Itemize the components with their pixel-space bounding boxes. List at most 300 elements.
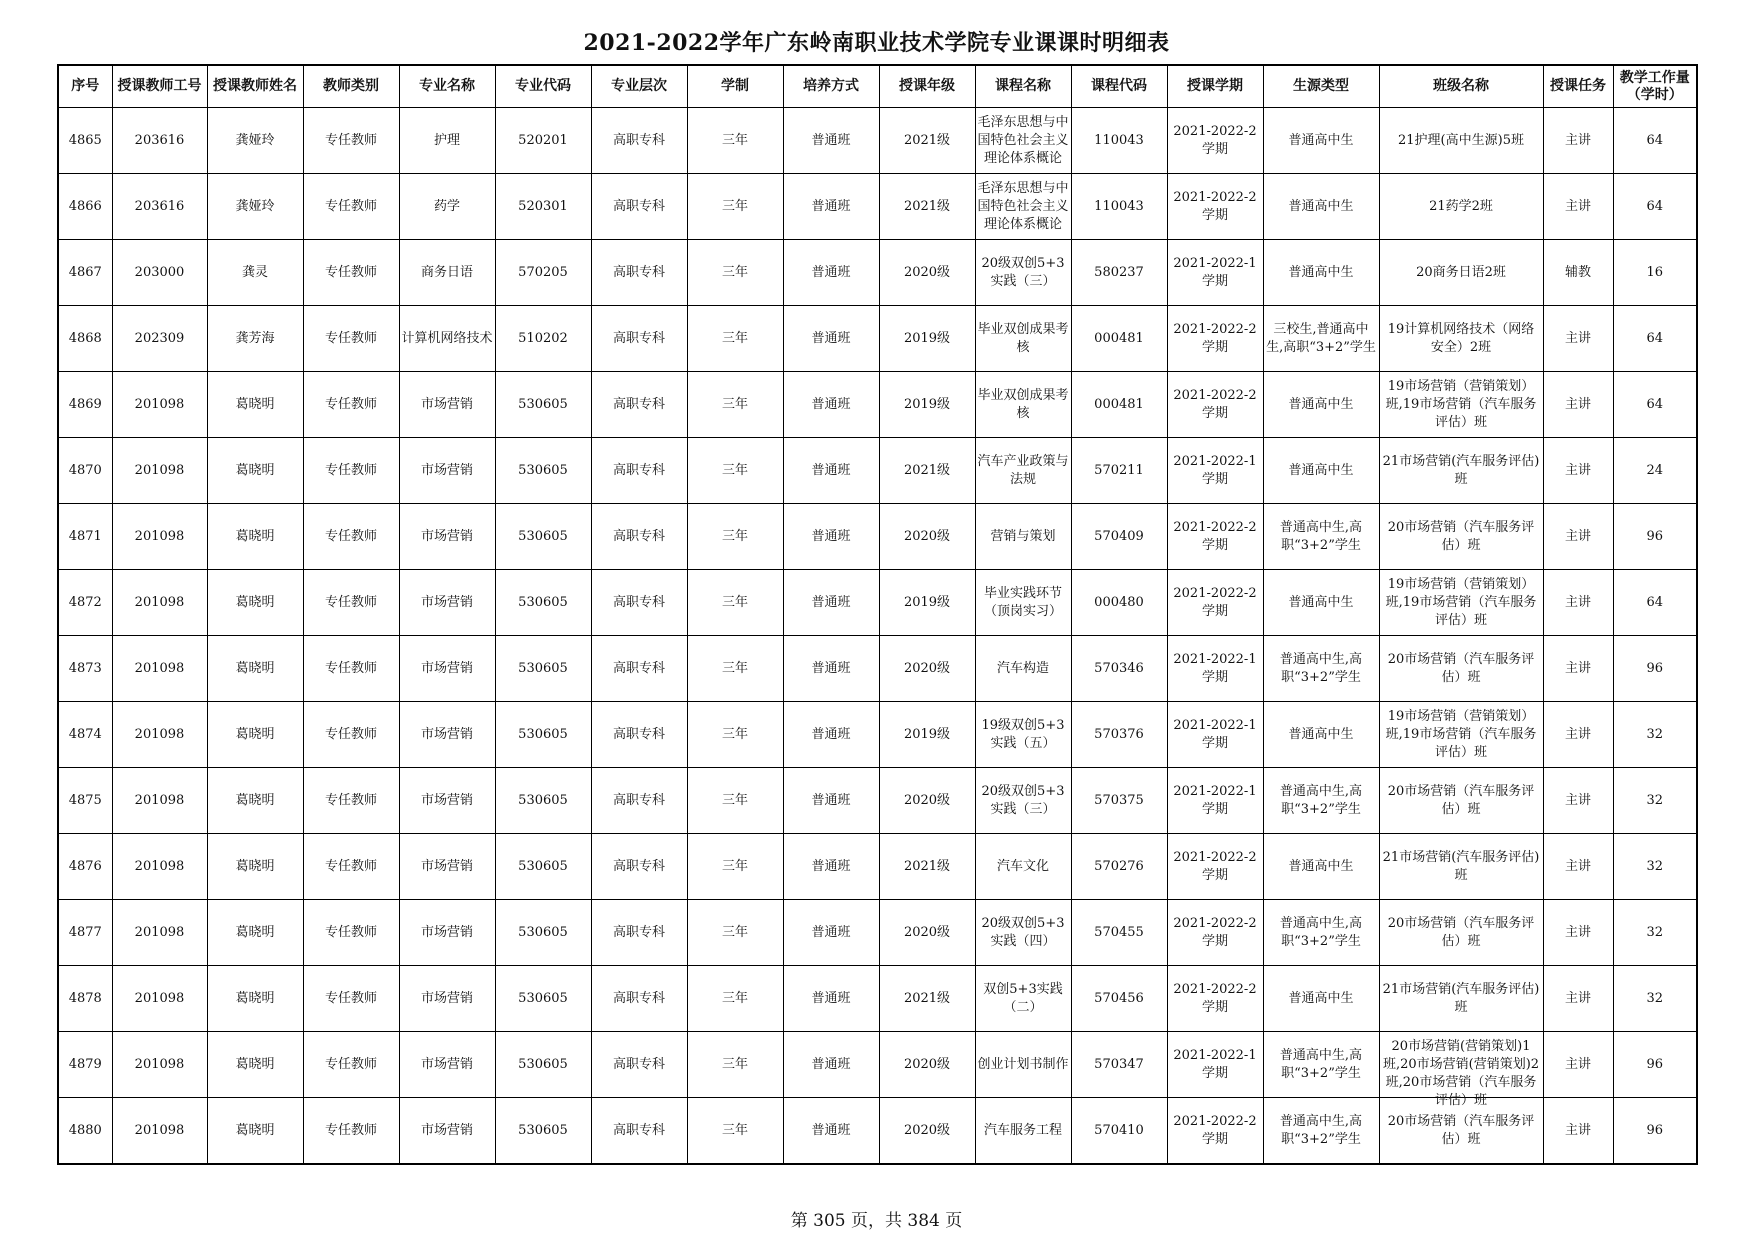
table-cell: [1613, 108, 1697, 174]
table-cell: [879, 1032, 975, 1098]
cell-text: 普通班: [811, 726, 851, 742]
cell-text: 2021-2022-1学期: [1173, 1047, 1257, 1081]
table-cell: [687, 1032, 783, 1098]
table-cell: [879, 768, 975, 834]
table-cell: [58, 108, 112, 174]
cell-text: 葛晓明: [235, 990, 275, 1006]
cell-text: 4874: [68, 726, 102, 742]
cell-text: 普通高中生: [1288, 198, 1354, 214]
cell-text: 64: [1646, 132, 1664, 148]
cell-text: 普通高中生,高职“3+2”学生: [1279, 783, 1363, 817]
table-cell: [591, 306, 687, 372]
cell-text: 高职专科: [612, 330, 665, 346]
cell-text: 高职专科: [612, 264, 665, 280]
cell-text: 2021-2022-1学期: [1173, 783, 1257, 817]
cell-text: 普通高中生,高职“3+2”学生: [1279, 1047, 1363, 1081]
cell-text: 203616: [134, 132, 185, 148]
table-cell: [1071, 900, 1167, 966]
table-cell: [1379, 768, 1543, 834]
cell-text: 市场营销: [420, 858, 473, 874]
table-cell: [1263, 834, 1379, 900]
table-cell: [112, 966, 207, 1032]
cell-text: 19市场营销（营销策划）班,19市场营销（汽车服务评估）班: [1385, 378, 1537, 430]
cell-text: 高职专科: [612, 198, 665, 214]
cell-text: 高职专科: [612, 792, 665, 808]
table-cell: [303, 900, 399, 966]
cell-text: 普通班: [811, 660, 851, 676]
table-cell: [399, 636, 495, 702]
table-cell: [1543, 768, 1613, 834]
table-cell: [303, 636, 399, 702]
cell-text: 32: [1646, 990, 1664, 1006]
table-cell: [58, 636, 112, 702]
table-cell: [783, 372, 879, 438]
table-cell: [1379, 570, 1543, 636]
table-cell: [879, 966, 975, 1032]
cell-text: 普通高中生: [1288, 264, 1354, 280]
cell-text: 19市场营销（营销策划）班,19市场营销（汽车服务评估）班: [1385, 708, 1537, 760]
cell-text: 三年: [721, 528, 748, 544]
cell-text: 普通高中生: [1288, 594, 1354, 610]
cell-text: 三年: [721, 330, 748, 346]
cell-text: 葛晓明: [235, 462, 275, 478]
cell-text: 市场营销: [420, 924, 473, 940]
cell-text: 570211: [1094, 462, 1144, 478]
cell-text: 570409: [1094, 528, 1144, 544]
table-cell: [1263, 438, 1379, 504]
table-cell: [975, 1098, 1071, 1165]
table-row: [58, 702, 1697, 768]
cell-text: 三年: [721, 858, 748, 874]
table-cell: [975, 108, 1071, 174]
cell-text: 普通班: [811, 528, 851, 544]
cell-text: 普通班: [811, 924, 851, 940]
cell-text: 4868: [68, 330, 102, 346]
cell-text: 2021-2022-1学期: [1173, 651, 1257, 685]
table-cell: [112, 240, 207, 306]
table-cell: [303, 1098, 399, 1165]
cell-text: 三年: [721, 726, 748, 742]
column-header: 专业层次: [591, 65, 687, 108]
cell-text: 2021-2022-1学期: [1173, 255, 1257, 289]
table-cell: [687, 702, 783, 768]
table-cell: [879, 174, 975, 240]
table-cell: [1071, 1098, 1167, 1165]
table-cell: [783, 900, 879, 966]
cell-text: 普通高中生,高职“3+2”学生: [1279, 1113, 1363, 1147]
table-cell: [783, 504, 879, 570]
column-header: 授课教师姓名: [207, 65, 303, 108]
table-cell: [207, 438, 303, 504]
table-cell: [975, 306, 1071, 372]
cell-text: 汽车构造: [996, 660, 1049, 676]
cell-text: 201098: [134, 726, 185, 742]
table-cell: [687, 372, 783, 438]
table-cell: [207, 306, 303, 372]
table-cell: [879, 636, 975, 702]
cell-text: 000481: [1094, 396, 1144, 412]
cell-text: 4875: [68, 792, 102, 808]
cell-text: 530605: [518, 726, 568, 742]
table-cell: [399, 768, 495, 834]
cell-text: 药学: [433, 198, 460, 214]
column-header: 班级名称: [1379, 65, 1543, 108]
cell-text: 市场营销: [420, 594, 473, 610]
cell-text: 21药学2班: [1429, 198, 1493, 214]
cell-text: 4880: [68, 1122, 102, 1138]
table-cell: [1379, 966, 1543, 1032]
cell-text: 三年: [721, 462, 748, 478]
table-cell: [687, 768, 783, 834]
table-cell: [687, 504, 783, 570]
table-cell: [1613, 966, 1697, 1032]
table-cell: [687, 174, 783, 240]
table-cell: [112, 1032, 207, 1098]
cell-text: 4878: [68, 990, 102, 1006]
table-cell: [1543, 108, 1613, 174]
table-cell: [1167, 702, 1263, 768]
table-cell: [303, 504, 399, 570]
cell-text: 32: [1646, 792, 1664, 808]
cell-text: 530605: [518, 858, 568, 874]
table-cell: [58, 504, 112, 570]
cell-text: 普通高中生: [1288, 726, 1354, 742]
table-cell: [1071, 1032, 1167, 1098]
table-cell: [783, 1098, 879, 1165]
table-cell: [1379, 1032, 1543, 1108]
cell-text: 510202: [518, 330, 568, 346]
table-cell: [399, 306, 495, 372]
cell-text: 专任教师: [324, 792, 377, 808]
cell-text: 普通高中生: [1288, 132, 1354, 148]
table-cell: [1071, 306, 1167, 372]
cell-text: 高职专科: [612, 396, 665, 412]
cell-text: 主讲: [1564, 726, 1591, 742]
table-cell: [207, 372, 303, 438]
cell-text: 520301: [518, 198, 568, 214]
table-cell: [783, 174, 879, 240]
cell-text: 32: [1646, 858, 1664, 874]
cell-text: 主讲: [1564, 1056, 1591, 1072]
cell-text: 汽车服务工程: [983, 1122, 1062, 1138]
table-cell: [495, 1098, 591, 1165]
cell-text: 530605: [518, 396, 568, 412]
cell-text: 570276: [1094, 858, 1144, 874]
table-cell: [495, 372, 591, 438]
table-cell: [591, 174, 687, 240]
cell-text: 葛晓明: [235, 594, 275, 610]
table-cell: [112, 834, 207, 900]
table-body: [58, 108, 1697, 1165]
table-cell: [1613, 1098, 1697, 1165]
cell-text: 市场营销: [420, 726, 473, 742]
cell-text: 龚娅玲: [235, 132, 275, 148]
table-cell: [1379, 834, 1543, 900]
cell-text: 201098: [134, 990, 185, 1006]
table-cell: [783, 834, 879, 900]
cell-text: 530605: [518, 1122, 568, 1138]
cell-text: 2020级: [903, 1056, 951, 1072]
table-cell: [112, 372, 207, 438]
cell-text: 201098: [134, 1056, 185, 1072]
cell-text: 2019级: [903, 726, 951, 742]
cell-text: 三年: [721, 1056, 748, 1072]
cell-text: 16: [1646, 264, 1664, 280]
table-cell: [207, 834, 303, 900]
table-cell: [207, 504, 303, 570]
table-cell: [783, 1032, 879, 1098]
cell-text: 000481: [1094, 330, 1144, 346]
cell-text: 普通高中生,高职“3+2”学生: [1279, 915, 1363, 949]
table-cell: [495, 900, 591, 966]
table-cell: [1379, 702, 1543, 768]
cell-text: 20级双创5+3实践（三）: [981, 783, 1065, 817]
cell-text: 市场营销: [420, 792, 473, 808]
cell-text: 2021-2022-1学期: [1173, 453, 1257, 487]
cell-text: 高职专科: [612, 1056, 665, 1072]
cell-text: 201098: [134, 924, 185, 940]
table-cell: [1167, 966, 1263, 1032]
cell-text: 32: [1646, 726, 1664, 742]
cell-text: 19级双创5+3实践（五）: [981, 717, 1065, 751]
cell-text: 普通高中生,高职“3+2”学生: [1279, 519, 1363, 553]
table-cell: [687, 438, 783, 504]
table-cell: [1543, 1032, 1613, 1098]
cell-text: 2021-2022-2学期: [1173, 981, 1257, 1015]
table-cell: [1071, 240, 1167, 306]
table-row: [58, 372, 1697, 438]
cell-text: 21市场营销(汽车服务评估)班: [1382, 849, 1540, 883]
table-cell: [399, 174, 495, 240]
table-cell: [975, 768, 1071, 834]
table-row: [58, 1032, 1697, 1098]
cell-text: 创业计划书制作: [977, 1056, 1069, 1072]
cell-text: 201098: [134, 462, 185, 478]
table-cell: [112, 570, 207, 636]
table-cell: [591, 570, 687, 636]
cell-text: 20商务日语2班: [1416, 264, 1506, 280]
table-cell: [1071, 768, 1167, 834]
table-cell: [303, 438, 399, 504]
cell-text: 201098: [134, 396, 185, 412]
cell-text: 专任教师: [324, 330, 377, 346]
table-cell: [879, 438, 975, 504]
table-cell: [687, 966, 783, 1032]
cell-text: 2021-2022-2学期: [1173, 915, 1257, 949]
cell-text: 20市场营销（汽车服务评估）班: [1387, 915, 1535, 949]
table-cell: [1613, 570, 1697, 636]
cell-text: 530605: [518, 1056, 568, 1072]
cell-text: 专任教师: [324, 594, 377, 610]
cell-text: 高职专科: [612, 1122, 665, 1138]
table-cell: [207, 240, 303, 306]
table-cell: [783, 636, 879, 702]
table-cell: [399, 570, 495, 636]
cell-text: 110043: [1094, 132, 1144, 148]
cell-text: 主讲: [1564, 990, 1591, 1006]
cell-text: 2021级: [903, 132, 951, 148]
cell-text: 三年: [721, 1122, 748, 1138]
table-cell: [1263, 636, 1379, 702]
cell-text: 专任教师: [324, 858, 377, 874]
table-cell: [591, 108, 687, 174]
table-cell: [687, 570, 783, 636]
cell-text: 高职专科: [612, 924, 665, 940]
cell-text: 20市场营销（汽车服务评估）班: [1387, 783, 1535, 817]
cell-text: 2021级: [903, 990, 951, 1006]
column-header: 教师类别: [303, 65, 399, 108]
table-cell: [112, 636, 207, 702]
table-cell: [1379, 108, 1543, 174]
column-header: 专业名称: [399, 65, 495, 108]
table-cell: [207, 768, 303, 834]
cell-text: 市场营销: [420, 990, 473, 1006]
table-cell: [207, 702, 303, 768]
cell-text: 普通班: [811, 1056, 851, 1072]
table-row: [58, 306, 1697, 372]
column-header: 序号: [58, 65, 112, 108]
table-cell: [1379, 636, 1543, 702]
cell-text: 高职专科: [612, 462, 665, 478]
cell-text: 530605: [518, 660, 568, 676]
cell-text: 4873: [68, 660, 102, 676]
table-cell: [783, 306, 879, 372]
table-row: [58, 108, 1697, 174]
cell-text: 64: [1646, 396, 1664, 412]
cell-text: 96: [1646, 528, 1664, 544]
table-cell: [1543, 306, 1613, 372]
cell-text: 汽车文化: [996, 858, 1049, 874]
cell-text: 三年: [721, 132, 748, 148]
table-cell: [879, 504, 975, 570]
cell-text: 主讲: [1564, 660, 1591, 676]
table-cell: [58, 438, 112, 504]
cell-text: 普通班: [811, 990, 851, 1006]
cell-text: 21护理(高中生源)5班: [1398, 132, 1524, 148]
cell-text: 市场营销: [420, 528, 473, 544]
table-cell: [1071, 504, 1167, 570]
cell-text: 110043: [1094, 198, 1144, 214]
cell-text: 主讲: [1564, 924, 1591, 940]
cell-text: 96: [1646, 660, 1664, 676]
cell-text: 高职专科: [612, 594, 665, 610]
column-header: 授课教师工号: [112, 65, 207, 108]
table-cell: [495, 1032, 591, 1098]
table-cell: [112, 504, 207, 570]
table-cell: [495, 174, 591, 240]
cell-text: 葛晓明: [235, 1122, 275, 1138]
cell-text: 主讲: [1564, 1122, 1591, 1138]
table-cell: [1543, 900, 1613, 966]
table-cell: [783, 570, 879, 636]
cell-text: 201098: [134, 792, 185, 808]
table-cell: [975, 240, 1071, 306]
table-cell: [1379, 240, 1543, 306]
table-cell: [1263, 108, 1379, 174]
cell-text: 专任教师: [324, 660, 377, 676]
table-cell: [303, 966, 399, 1032]
table-cell: [58, 174, 112, 240]
cell-text: 2020级: [903, 1122, 951, 1138]
table-cell: [591, 240, 687, 306]
cell-text: 201098: [134, 858, 185, 874]
cell-text: 三校生,普通高中生,高职“3+2”学生: [1266, 321, 1376, 355]
cell-text: 专任教师: [324, 924, 377, 940]
table-cell: [58, 1032, 112, 1098]
table-cell: [1263, 372, 1379, 438]
table-cell: [1543, 702, 1613, 768]
table-cell: [1167, 372, 1263, 438]
cell-text: 普通班: [811, 264, 851, 280]
table-cell: [1543, 834, 1613, 900]
table-cell: [1543, 966, 1613, 1032]
table-cell: [687, 306, 783, 372]
table-cell: [1167, 240, 1263, 306]
table-cell: [399, 372, 495, 438]
table-cell: [591, 834, 687, 900]
cell-text: 普通班: [811, 792, 851, 808]
table-cell: [1613, 240, 1697, 306]
cell-text: 000480: [1094, 594, 1144, 610]
table-cell: [1543, 1098, 1613, 1165]
table-cell: [1167, 570, 1263, 636]
cell-text: 530605: [518, 990, 568, 1006]
table-cell: [303, 240, 399, 306]
table-cell: [1071, 438, 1167, 504]
cell-text: 96: [1646, 1056, 1664, 1072]
cell-text: 96: [1646, 1122, 1664, 1138]
table-cell: [399, 438, 495, 504]
cell-text: 三年: [721, 990, 748, 1006]
table-cell: [1071, 834, 1167, 900]
table-cell: [975, 174, 1071, 240]
table-cell: [591, 438, 687, 504]
table-cell: [303, 306, 399, 372]
table-cell: [58, 768, 112, 834]
table-cell: [1167, 834, 1263, 900]
table-cell: [591, 1032, 687, 1098]
table-cell: [58, 834, 112, 900]
table-cell: [1167, 108, 1263, 174]
cell-text: 普通班: [811, 1122, 851, 1138]
cell-text: 葛晓明: [235, 726, 275, 742]
table-cell: [591, 636, 687, 702]
cell-text: 葛晓明: [235, 858, 275, 874]
cell-text: 三年: [721, 198, 748, 214]
table-cell: [399, 504, 495, 570]
cell-text: 专任教师: [324, 990, 377, 1006]
cell-text: 2019级: [903, 396, 951, 412]
cell-text: 203616: [134, 198, 185, 214]
cell-text: 2021-2022-2学期: [1173, 849, 1257, 883]
cell-text: 4866: [68, 198, 102, 214]
cell-text: 普通高中生: [1288, 396, 1354, 412]
table-cell: [879, 570, 975, 636]
cell-text: 专任教师: [324, 1056, 377, 1072]
table-cell: [399, 834, 495, 900]
table-cell: [687, 108, 783, 174]
table-cell: [303, 570, 399, 636]
cell-text: 570347: [1094, 1056, 1144, 1072]
table-row: [58, 438, 1697, 504]
header-row: [58, 65, 1697, 108]
table-cell: [399, 900, 495, 966]
column-header: 学制: [687, 65, 783, 108]
table-cell: [975, 372, 1071, 438]
table-cell: [207, 966, 303, 1032]
cell-text: 专任教师: [324, 726, 377, 742]
table-cell: [591, 768, 687, 834]
